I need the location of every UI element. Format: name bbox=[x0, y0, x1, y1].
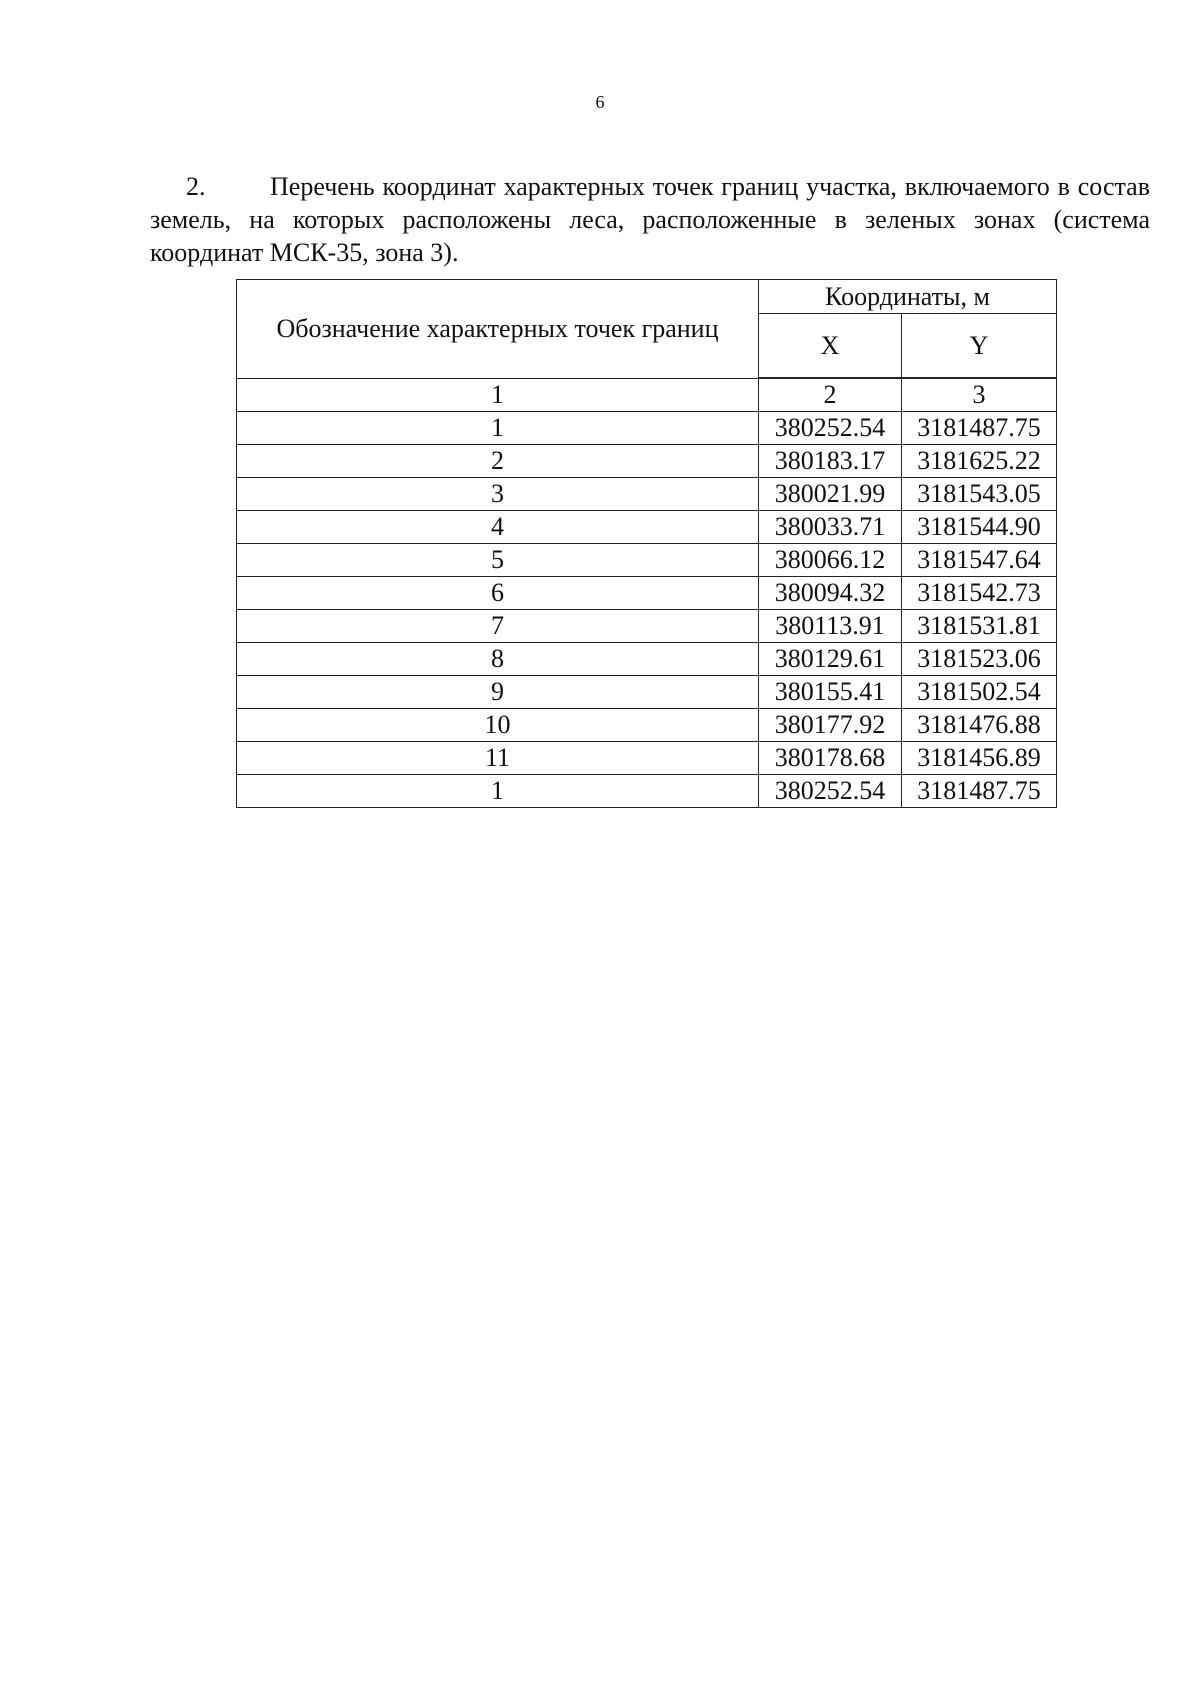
y-coordinate-cell: 3181542.73 bbox=[902, 577, 1057, 610]
table-row bbox=[237, 676, 1057, 709]
column-number: 1 bbox=[237, 378, 759, 412]
y-coordinate-cell: 3181456.89 bbox=[902, 742, 1057, 775]
table-row bbox=[237, 709, 1057, 742]
point-cell: 3 bbox=[237, 478, 759, 511]
table-row bbox=[237, 478, 1057, 511]
y-coordinate-cell: 3181547.64 bbox=[902, 544, 1057, 577]
points-column-header: Обозначение характерных точек границ bbox=[237, 280, 759, 379]
y-coordinate-cell: 3181531.81 bbox=[902, 610, 1057, 643]
table-row bbox=[237, 742, 1057, 775]
y-coordinate-cell: 3181523.06 bbox=[902, 643, 1057, 676]
point-cell: 10 bbox=[237, 709, 759, 742]
y-coordinate-cell: 3181487.75 bbox=[902, 775, 1057, 808]
section-number: 2. bbox=[186, 172, 206, 201]
point-cell: 4 bbox=[237, 511, 759, 544]
column-number: 3 bbox=[902, 378, 1057, 412]
column-number: 2 bbox=[759, 378, 902, 412]
x-coordinate-cell: 380033.71 bbox=[759, 511, 902, 544]
point-cell: 1 bbox=[237, 775, 759, 808]
page-number: 6 bbox=[595, 92, 605, 112]
table-row bbox=[237, 643, 1057, 676]
point-cell: 9 bbox=[237, 676, 759, 709]
y-coordinate-cell: 3181487.75 bbox=[902, 412, 1057, 445]
table-row bbox=[237, 412, 1057, 445]
table-row bbox=[237, 577, 1057, 610]
table-row bbox=[237, 445, 1057, 478]
x-coordinate-cell: 380129.61 bbox=[759, 643, 902, 676]
y-coordinate-cell: 3181543.05 bbox=[902, 478, 1057, 511]
section-text: Перечень координат характерных точек границ участка, включаемого в состав земель, на которых расположены леса, расположенные в зеленых зонах (система координат МСК-35, зона 3). bbox=[150, 172, 1150, 267]
table-row bbox=[237, 775, 1057, 808]
coordinates-table bbox=[236, 279, 1057, 808]
point-cell: 8 bbox=[237, 643, 759, 676]
coordinates-group-header: Координаты, м bbox=[759, 280, 1057, 314]
x-coordinate-cell: 380252.54 bbox=[759, 775, 902, 808]
x-coordinate-cell: 380094.32 bbox=[759, 577, 902, 610]
table-row bbox=[237, 610, 1057, 643]
point-cell: 11 bbox=[237, 742, 759, 775]
x-coordinate-cell: 380155.41 bbox=[759, 676, 902, 709]
y-coordinate-cell: 3181544.90 bbox=[902, 511, 1057, 544]
section-paragraph bbox=[150, 170, 1150, 269]
x-column-header: X bbox=[759, 314, 902, 379]
column-numbering-row bbox=[237, 378, 1057, 412]
x-coordinate-cell: 380183.17 bbox=[759, 445, 902, 478]
point-cell: 6 bbox=[237, 577, 759, 610]
x-coordinate-cell: 380021.99 bbox=[759, 478, 902, 511]
x-coordinate-cell: 380252.54 bbox=[759, 412, 902, 445]
x-coordinate-cell: 380113.91 bbox=[759, 610, 902, 643]
x-coordinate-cell: 380066.12 bbox=[759, 544, 902, 577]
x-coordinate-cell: 380177.92 bbox=[759, 709, 902, 742]
table-row bbox=[237, 511, 1057, 544]
point-cell: 7 bbox=[237, 610, 759, 643]
x-coordinate-cell: 380178.68 bbox=[759, 742, 902, 775]
y-coordinate-cell: 3181625.22 bbox=[902, 445, 1057, 478]
y-coordinate-cell: 3181502.54 bbox=[902, 676, 1057, 709]
point-cell: 1 bbox=[237, 412, 759, 445]
y-coordinate-cell: 3181476.88 bbox=[902, 709, 1057, 742]
point-cell: 2 bbox=[237, 445, 759, 478]
y-column-header: Y bbox=[902, 314, 1057, 379]
point-cell: 5 bbox=[237, 544, 759, 577]
table-row bbox=[237, 544, 1057, 577]
